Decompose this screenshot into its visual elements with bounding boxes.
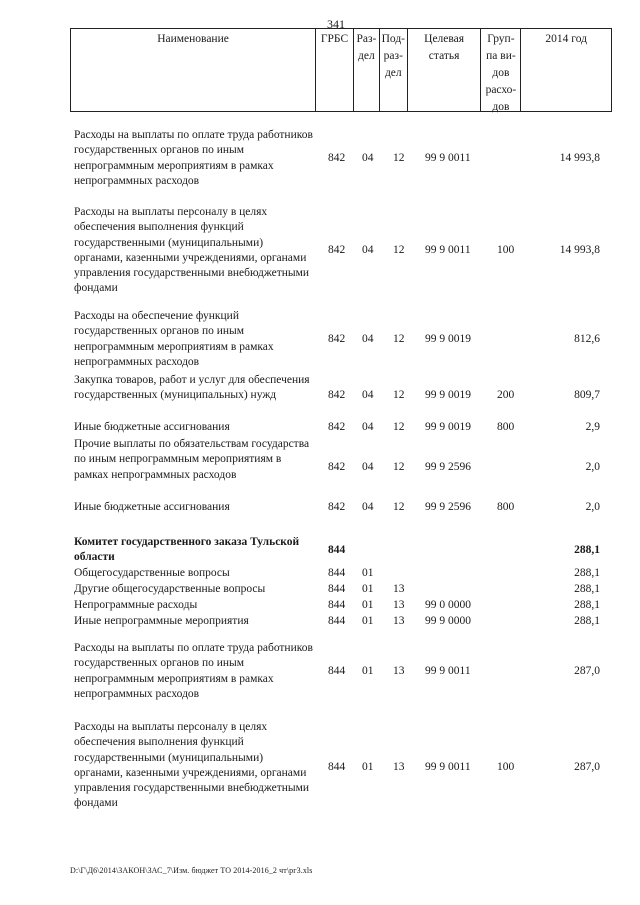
row-grbs: 842 <box>328 333 346 345</box>
row-podrazdel: 12 <box>393 333 405 345</box>
row-name: Расходы на выплаты персоналу в целях обеспечения выполнения функций государственными (муниципальными) органами, казенными учреждениями, органами управления государственными внебюджетными фондами <box>74 721 310 810</box>
row-grbs: 844 <box>328 665 346 677</box>
row-razdel: 01 <box>362 567 374 579</box>
row-sum: 2,0 <box>585 461 600 473</box>
row-grbs: 844 <box>328 599 346 611</box>
row-sum: 809,7 <box>574 389 600 401</box>
row-celevaya: 99 9 0019 <box>425 389 471 401</box>
row-grbs: 842 <box>328 461 346 473</box>
row-sum: 287,0 <box>574 665 600 677</box>
row-sum: 14 993,8 <box>559 152 600 164</box>
page-number: 341 <box>327 17 345 31</box>
row-name: Другие общегосударственные вопросы <box>74 583 266 595</box>
row-celevaya: 99 9 0011 <box>425 761 471 773</box>
row-razdel: 01 <box>362 761 374 773</box>
row-grbs: 842 <box>328 152 346 164</box>
row-grbs: 842 <box>328 421 346 433</box>
row-grbs: 844 <box>328 544 346 556</box>
table-row <box>70 641 610 703</box>
table-row <box>70 128 610 190</box>
table-row <box>70 614 610 630</box>
row-celevaya: 99 0 0000 <box>425 599 471 611</box>
row-razdel: 04 <box>362 152 374 164</box>
table-row <box>70 598 610 614</box>
row-razdel: 01 <box>362 615 374 627</box>
row-grbs: 844 <box>328 761 346 773</box>
row-razdel: 04 <box>362 421 374 433</box>
header-grbs: ГРБС <box>316 29 354 111</box>
row-podrazdel: 12 <box>393 244 405 256</box>
row-razdel: 04 <box>362 461 374 473</box>
row-name: Иные непрограммные мероприятия <box>74 615 249 627</box>
row-podrazdel: 12 <box>393 461 405 473</box>
row-name: Расходы на обеспечение функций государственных органов по иным непрограммным мероприятиям в рамках непрограммных расходов <box>74 310 274 368</box>
row-podrazdel: 12 <box>393 501 405 513</box>
row-razdel: 01 <box>362 583 374 595</box>
row-vid: 800 <box>497 421 515 433</box>
row-sum: 288,1 <box>574 615 600 627</box>
row-sum: 2,9 <box>585 421 600 433</box>
table-row <box>70 420 610 436</box>
row-name: Иные бюджетные ассигнования <box>74 501 230 513</box>
row-vid: 200 <box>497 389 515 401</box>
row-razdel: 01 <box>362 599 374 611</box>
header-celevaya: Целевая статья <box>408 29 482 111</box>
row-podrazdel: 13 <box>393 599 405 611</box>
row-grbs: 842 <box>328 389 346 401</box>
row-name: Расходы на выплаты персоналу в целях обеспечения выполнения функций государственными (муниципальными) органами, казенными учреждениями, органами управления государственными внебюджетными фондами <box>74 206 310 295</box>
row-name: Непрограммные расходы <box>74 599 198 611</box>
row-grbs: 844 <box>328 583 346 595</box>
row-sum: 288,1 <box>574 583 600 595</box>
table-row <box>70 582 610 598</box>
row-sum: 287,0 <box>574 761 600 773</box>
row-podrazdel: 12 <box>393 152 405 164</box>
header-podrazdel: Под- раз- дел <box>380 29 408 111</box>
table-row <box>70 566 610 582</box>
row-podrazdel: 12 <box>393 421 405 433</box>
row-name: Расходы на выплаты по оплате труда работников государственных органов по иным непрограммным мероприятиям в рамках непрограммных расходов <box>74 129 313 187</box>
row-grbs: 842 <box>328 501 346 513</box>
row-sum: 14 993,8 <box>559 244 600 256</box>
row-sum: 288,1 <box>574 544 600 556</box>
row-name: Закупка товаров, работ и услуг для обеспечения государственных (муниципальных) нужд <box>74 374 310 402</box>
row-celevaya: 99 9 0019 <box>425 421 471 433</box>
row-vid: 100 <box>497 244 515 256</box>
row-celevaya: 99 9 2596 <box>425 461 471 473</box>
table-row <box>70 437 610 499</box>
table-row <box>70 205 610 297</box>
row-podrazdel: 13 <box>393 665 405 677</box>
row-razdel: 01 <box>362 665 374 677</box>
table-row <box>70 720 610 812</box>
file-path-footer: D:\Г\Д6\2014\ЗАКОН\ЗАС_7\Изм. бюджет ТО 2014-2016_2 чт\рг3.xls <box>70 866 313 875</box>
row-celevaya: 99 9 0011 <box>425 244 471 256</box>
row-podrazdel: 13 <box>393 761 405 773</box>
row-name: Прочие выплаты по обязательствам государства по иным непрограммным мероприятиям в рамках непрограммных расходов <box>74 438 310 481</box>
table-row <box>70 309 610 371</box>
row-vid: 800 <box>497 501 515 513</box>
row-name: Общегосударственные вопросы <box>74 567 230 579</box>
row-grbs: 844 <box>328 567 346 579</box>
row-celevaya: 99 9 0011 <box>425 152 471 164</box>
header-razdel: Раз- дел <box>354 29 380 111</box>
row-celevaya: 99 9 2596 <box>425 501 471 513</box>
table-header <box>70 28 612 112</box>
table-row <box>70 535 610 567</box>
header-year: 2014 год <box>545 33 587 45</box>
row-sum: 2,0 <box>585 501 600 513</box>
header-vid-rashodov: Груп- па ви- дов расхо- дов <box>481 29 521 111</box>
row-razdel: 04 <box>362 333 374 345</box>
row-celevaya: 99 9 0000 <box>425 615 471 627</box>
table-row <box>70 500 610 516</box>
row-grbs: 842 <box>328 244 346 256</box>
row-razdel: 04 <box>362 244 374 256</box>
row-razdel: 04 <box>362 389 374 401</box>
header-name: Наименование <box>71 29 316 111</box>
row-sum: 288,1 <box>574 599 600 611</box>
row-celevaya: 99 9 0019 <box>425 333 471 345</box>
table-row <box>70 373 610 419</box>
row-grbs: 844 <box>328 615 346 627</box>
row-sum: 288,1 <box>574 567 600 579</box>
row-podrazdel: 13 <box>393 615 405 627</box>
row-name: Расходы на выплаты по оплате труда работников государственных органов по иным непрограммным мероприятиям в рамках непрограммных расходов <box>74 642 313 700</box>
row-podrazdel: 13 <box>393 583 405 595</box>
row-podrazdel: 12 <box>393 389 405 401</box>
row-celevaya: 99 9 0011 <box>425 665 471 677</box>
row-razdel: 04 <box>362 501 374 513</box>
row-name: Иные бюджетные ассигнования <box>74 421 230 433</box>
row-vid: 100 <box>497 761 515 773</box>
row-name: Комитет государственного заказа Тульской области <box>74 536 300 564</box>
row-sum: 812,6 <box>574 333 600 345</box>
